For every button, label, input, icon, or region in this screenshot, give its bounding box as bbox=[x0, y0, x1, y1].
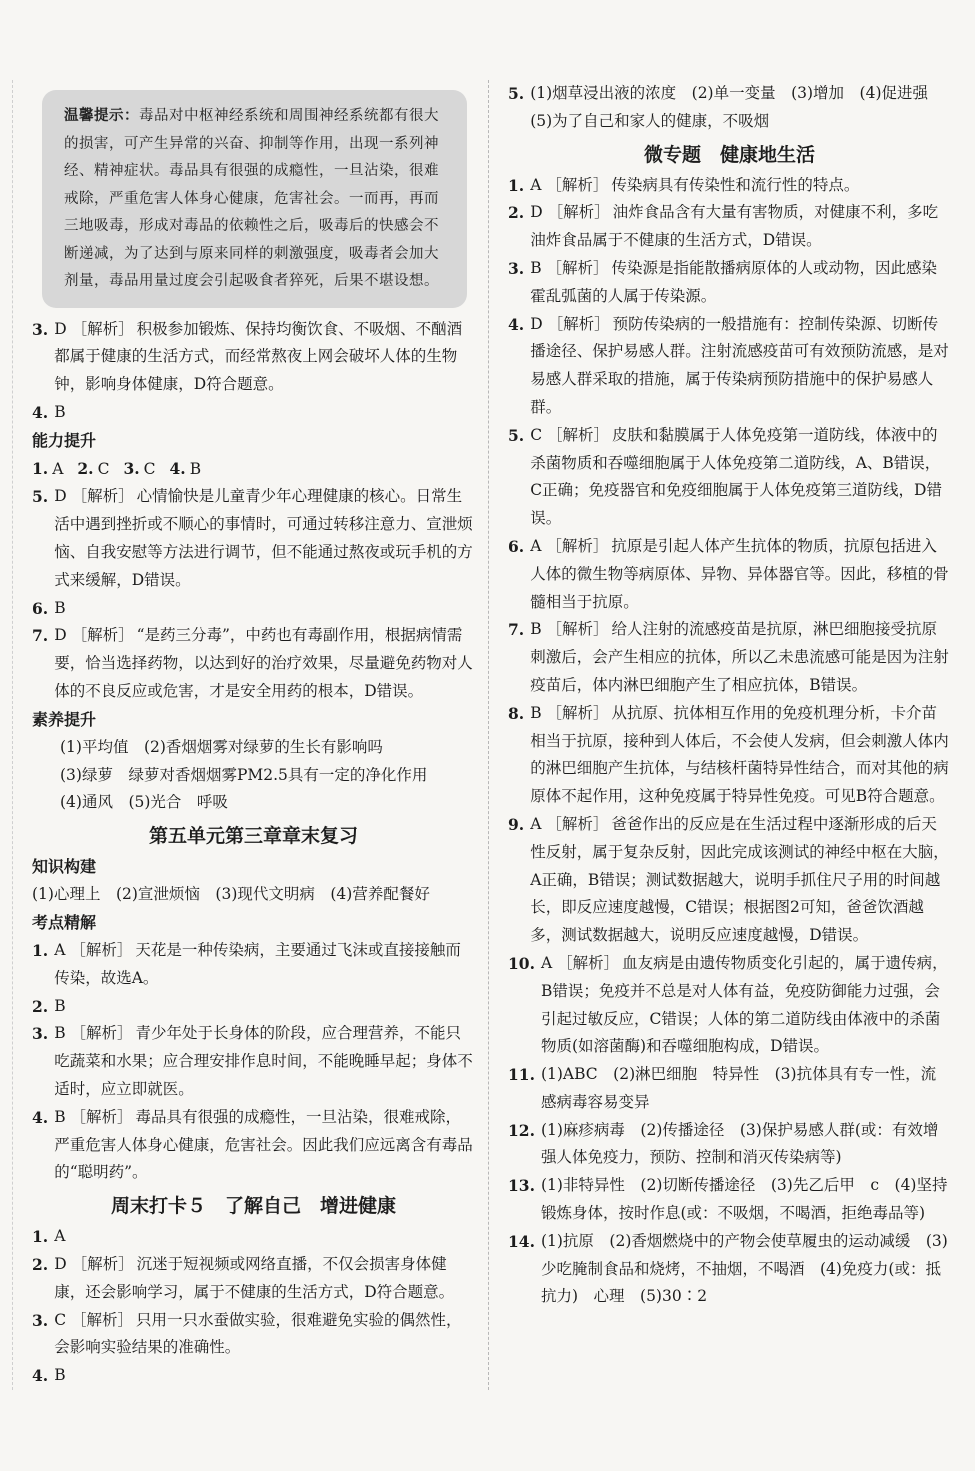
answer-choice: B bbox=[54, 1024, 66, 1043]
answer-text bbox=[530, 616, 951, 699]
analysis-text: 预防传染病的一般措施有：控制传染源、切断传播途径、保护易感人群。注射流感疫苗可有效预防流感，是对易感人群采取的措施，属于传染病预防措施中的保护易感人群。 bbox=[530, 314, 949, 416]
answer-item bbox=[508, 616, 951, 699]
right-top-answers bbox=[508, 80, 951, 136]
question-number: 4. bbox=[32, 1107, 49, 1127]
question-number: 4. bbox=[508, 314, 525, 334]
answer-list-a bbox=[32, 316, 475, 427]
answer-text bbox=[530, 700, 951, 811]
answer-item bbox=[32, 483, 475, 594]
analysis-tag: ［解析］ bbox=[546, 814, 609, 833]
analysis-tag: ［解析］ bbox=[71, 319, 134, 338]
analysis-text: 油炸食品含有大量有害物质，对健康不利，多吃油炸食品属于不健康的生活方式，D错误。 bbox=[530, 203, 939, 250]
answer-choice: C bbox=[97, 459, 110, 478]
question-number: 6. bbox=[508, 536, 525, 556]
answer-item bbox=[508, 1061, 951, 1117]
title-special-topic: 微专题 健康地生活 bbox=[643, 143, 815, 166]
answer-text bbox=[530, 811, 951, 950]
answer-choice: D bbox=[54, 487, 67, 506]
question-number: 3. bbox=[123, 458, 140, 478]
section-heading-suyang: 素养提升 bbox=[32, 709, 97, 729]
analysis-tag: ［解析］ bbox=[546, 536, 609, 555]
analysis-tag: ［解析］ bbox=[547, 425, 610, 444]
answer-item bbox=[508, 199, 951, 255]
answer-choice: B bbox=[54, 1366, 66, 1385]
zhishi-answers: (1)心理上 (2)宣泄烦恼 (3)现代文明病 (4)营养配餐好 bbox=[32, 885, 430, 904]
answer-text bbox=[54, 1223, 475, 1251]
question-number: 10. bbox=[508, 953, 535, 973]
analysis-text: 青少年处于长身体的阶段，应合理营养，不能只吃蔬菜和水果；应合理安排作息时间，不能晚睡早起；身体不适时，应立即就医。 bbox=[54, 1024, 473, 1099]
analysis-tag: ［解析］ bbox=[71, 626, 134, 645]
analysis-tag: ［解析］ bbox=[547, 314, 610, 333]
answer-text bbox=[54, 1251, 475, 1307]
answer-item bbox=[508, 311, 951, 422]
kaodian-answers bbox=[32, 937, 475, 1187]
answer-choice: A bbox=[54, 941, 66, 960]
section-heading-nengli: 能力提升 bbox=[32, 430, 97, 450]
analysis-text: 只用一只水蚕做实验，很难避免实验的偶然性，会影响实验结果的准确性。 bbox=[54, 1310, 462, 1357]
analysis-text: (1)烟草浸出液的浓度 (2)单一变量 (3)增加 (4)促进强 (5)为了自己和家人的健康，不吸烟 bbox=[530, 84, 944, 130]
analysis-tag: ［解析］ bbox=[70, 1024, 133, 1043]
answer-text bbox=[541, 1117, 951, 1173]
answer-choice: A bbox=[540, 953, 553, 972]
question-number: 6. bbox=[32, 598, 49, 618]
answer-text bbox=[54, 483, 475, 594]
answer-item bbox=[508, 700, 951, 811]
answer-choice: B bbox=[54, 402, 66, 421]
answer-item bbox=[32, 622, 475, 705]
analysis-tag: ［解析］ bbox=[546, 258, 609, 277]
right-column bbox=[508, 80, 951, 1311]
answer-choice: B bbox=[530, 620, 542, 639]
analysis-text: 从抗原、抗体相互作用的免疫机理分析，卡介苗相当于抗原，接种到人体后，不会使人发病，但会刺激人体内的淋巴细胞产生抗体，与结核杆菌特异性结合，而对其他的病原体不起作用，这种免疫属于特异性免疫。可见B符合题意。 bbox=[530, 703, 949, 806]
left-column bbox=[32, 80, 475, 1390]
answer-choice: C bbox=[530, 425, 543, 444]
question-number: 7. bbox=[508, 620, 525, 640]
analysis-tag: ［解析］ bbox=[70, 1107, 133, 1126]
special-topic-answers bbox=[508, 172, 951, 1312]
answer-item bbox=[508, 422, 951, 533]
question-number: 4. bbox=[169, 458, 186, 478]
suyang-line: (1)平均值 (2)香烟烟雾对绿萝的生长有影响吗 bbox=[60, 737, 383, 756]
question-number: 1. bbox=[32, 1227, 49, 1247]
answer-text bbox=[54, 1104, 475, 1187]
answer-choice: D bbox=[530, 203, 543, 222]
analysis-tag: ［解析］ bbox=[71, 1310, 134, 1329]
answer-text bbox=[530, 172, 951, 200]
analysis-tag: ［解析］ bbox=[557, 953, 620, 972]
section-heading-kaodian: 考点精解 bbox=[32, 913, 97, 933]
question-number: 11. bbox=[508, 1065, 535, 1085]
analysis-text: 积极参加锻炼、保持均衡饮食、不吸烟、不酗酒都属于健康的生活方式，而经常熬夜上网会破坏人体的生物钟，影响身体健康，D符合题意。 bbox=[54, 319, 463, 394]
analysis-text: 给人注射的流感疫苗是抗原，淋巴细胞接受抗原刺激后，会产生相应的抗体，所以乙未患流感可能是因为注射疫苗后，体内淋巴细胞产生了相应抗体，B错误。 bbox=[530, 620, 949, 694]
tip-text: 毒品对中枢神经系统和周围神经系统都有很大的损害，可产生异常的兴奋、抑制等作用，出现一系列神经、精神症状。毒品具有很强的成瘾性，一旦沾染，很难戒除，严重危害人体身心健康，危害社会。一而再，再而三地吸毒，形成对毒品的依赖性之后，吸毒后的快感会不断递减，为了达到与原来同样的刺激强度，吸毒者会加大剂量，毒品用量过度会引起吸食者猝死，后果不堪设想。 bbox=[64, 108, 439, 289]
analysis-text: (1)非特异性 (2)切断传播途径 (3)先乙后甲 c (4)坚持锻炼身体，按时作息(或：不吸烟，不喝酒，拒绝毒品等) bbox=[540, 1176, 948, 1223]
answer-text bbox=[530, 199, 951, 255]
section-heading-zhishi: 知识构建 bbox=[32, 857, 97, 877]
answer-item bbox=[508, 80, 951, 136]
analysis-text: 心情愉快是儿童青少年心理健康的核心。日常生活中遇到挫折或不顺心的事情时，可通过转移注意力、宣泄烦恼、自我安慰等方法进行调节，但不能通过熬夜或玩手机的方式来缓解，D错误。 bbox=[54, 487, 473, 589]
answer-choice: B bbox=[189, 459, 202, 478]
question-number: 8. bbox=[508, 703, 525, 723]
answer-choice: B bbox=[54, 1107, 66, 1126]
analysis-text: 抗原是引起人体产生抗体的物质，抗原包括进入人体的微生物等病原体、异物、异体器官等。因此，移植的骨髓相当于抗原。 bbox=[530, 536, 949, 611]
answer-text bbox=[54, 399, 475, 427]
analysis-tag: ［解析］ bbox=[71, 487, 134, 506]
answer-item bbox=[32, 1020, 475, 1103]
answer-item bbox=[508, 255, 951, 311]
answer-item bbox=[32, 316, 475, 399]
answer-choice: D bbox=[54, 626, 67, 645]
answer-item bbox=[32, 595, 475, 623]
answer-text bbox=[54, 1307, 475, 1363]
answer-choice: B bbox=[530, 258, 542, 277]
analysis-text: 天花是一种传染病，主要通过飞沫或直接接触而传染，故选A。 bbox=[54, 941, 461, 987]
answer-text bbox=[54, 622, 475, 705]
answer-text bbox=[541, 950, 951, 1061]
question-number: 14. bbox=[508, 1231, 535, 1251]
answer-text bbox=[54, 1362, 475, 1390]
answer-choice: C bbox=[54, 1310, 67, 1329]
answer-item bbox=[508, 1228, 951, 1311]
answer-choice: A bbox=[52, 459, 64, 478]
answer-choice: B bbox=[530, 703, 542, 722]
suyang-line: (3)绿萝 绿萝对香烟烟雾PM2.5具有一定的净化作用 bbox=[60, 765, 428, 784]
question-number: 7. bbox=[32, 626, 49, 646]
answer-choice: C bbox=[143, 459, 156, 478]
analysis-text: “是药三分毒”，中药也有毒副作用，根据病情需要，恰当选择药物，以达到好的治疗效果，尽量避免药物对人体的不良反应或危害，才是安全用药的根本，D错误。 bbox=[54, 626, 473, 701]
question-number: 4. bbox=[32, 1366, 49, 1386]
analysis-text: 血友病是由遗传物质变化引起的，属于遗传病，B错误；免疫并不总是对人体有益，免疫防御能力过强，会引起过敏反应，C错误；人体的第二道防线由体液中的杀菌物质(如溶菌酶)和吞噬细胞构成，D错误。 bbox=[540, 953, 948, 1056]
answer-text bbox=[530, 533, 951, 616]
question-number: 5. bbox=[32, 487, 49, 507]
answer-text bbox=[54, 1020, 475, 1103]
answer-item bbox=[32, 1223, 475, 1251]
question-number: 1. bbox=[32, 458, 49, 478]
question-number: 1. bbox=[508, 175, 525, 195]
analysis-text: (1)ABC (2)淋巴细胞 特异性 (3)抗体具有专一性，流感病毒容易变异 bbox=[540, 1065, 937, 1111]
suyang-line: (4)通风 (5)光合 呼吸 bbox=[60, 793, 228, 812]
question-number: 2. bbox=[32, 996, 49, 1016]
question-number: 3. bbox=[32, 1310, 49, 1330]
analysis-text: 沉迷于短视频或网络直播，不仅会损害身体健康，还会影响学习，属于不健康的生活方式，D符合题意。 bbox=[54, 1255, 455, 1301]
question-number: 3. bbox=[508, 258, 525, 278]
answer-choice: A bbox=[530, 175, 542, 194]
title-weekend: 周末打卡５ 了解自己 增进健康 bbox=[110, 1195, 396, 1218]
question-number: 3. bbox=[32, 1024, 49, 1044]
answer-text bbox=[54, 993, 475, 1021]
answer-text bbox=[541, 1228, 951, 1311]
answer-choice: A bbox=[54, 1227, 66, 1246]
answer-choice: A bbox=[530, 536, 542, 555]
question-number: 13. bbox=[508, 1176, 535, 1196]
answer-item bbox=[508, 811, 951, 950]
question-number: 5. bbox=[508, 425, 525, 445]
analysis-tag: ［解析］ bbox=[546, 175, 609, 194]
question-number: 12. bbox=[508, 1120, 535, 1140]
answer-text bbox=[541, 1061, 951, 1117]
answer-item bbox=[32, 399, 475, 427]
tip-box bbox=[42, 90, 467, 308]
nengli-answer-row bbox=[32, 455, 475, 484]
answer-choice: D bbox=[530, 314, 543, 333]
answer-choice: D bbox=[54, 319, 67, 338]
answer-item bbox=[32, 1104, 475, 1187]
analysis-text: 爸爸作出的反应是在生活过程中逐渐形成的后天性反射，属于复杂反射，因此完成该测试的神经中枢在大脑，A正确，B错误；测试数据越大，说明手抓住尺子用的时间越长，即反应速度越慢，C错误；根据图2可知，爸爸饮酒越多，测试数据越大，说明反应速度越慢，D错误。 bbox=[530, 814, 949, 945]
question-number: 2. bbox=[32, 1255, 49, 1275]
answer-choice: B bbox=[54, 598, 66, 617]
analysis-text: (1)麻疹病毒 (2)传播途径 (3)保护易感人群(或：有效增强人体免疫力，预防、控制和消灭传染病等) bbox=[540, 1120, 939, 1167]
answer-item bbox=[32, 1251, 475, 1307]
answer-item bbox=[32, 937, 475, 993]
answer-text bbox=[530, 422, 951, 533]
answer-list-b bbox=[32, 483, 475, 705]
question-number: 9. bbox=[508, 814, 525, 834]
answer-text bbox=[54, 595, 475, 623]
question-number: 2. bbox=[508, 203, 525, 223]
answer-text bbox=[530, 311, 951, 422]
answer-item bbox=[508, 533, 951, 616]
question-number: 1. bbox=[32, 941, 49, 961]
answer-item bbox=[508, 1117, 951, 1173]
answer-item bbox=[32, 993, 475, 1021]
question-number: 4. bbox=[32, 402, 49, 422]
column-divider bbox=[488, 80, 489, 1390]
answer-item bbox=[508, 950, 951, 1061]
analysis-text: (1)抗原 (2)香烟燃烧中的产物会使草履虫的运动减缓 (3)少吃腌制食品和烧烤，不抽烟，不喝酒 (4)免疫力(或：抵抗力) 心理 (5)30∶2 bbox=[540, 1231, 948, 1306]
analysis-tag: ［解析］ bbox=[546, 620, 609, 639]
answer-item bbox=[508, 1172, 951, 1228]
analysis-text: 传染病具有传染性和流行性的特点。 bbox=[611, 175, 860, 194]
analysis-tag: ［解析］ bbox=[547, 203, 610, 222]
answer-item bbox=[32, 1307, 475, 1363]
title-chapter-review: 第五单元第三章章末复习 bbox=[148, 825, 358, 848]
analysis-tag: ［解析］ bbox=[70, 941, 133, 960]
weekend-answers bbox=[32, 1223, 475, 1390]
answer-text bbox=[530, 255, 951, 311]
answer-choice: A bbox=[530, 814, 542, 833]
analysis-text: 毒品具有很强的成瘾性，一旦沾染，很难戒除，严重危害人体身心健康，危害社会。因此我们应远离含有毒品的“聪明药”。 bbox=[54, 1107, 473, 1182]
answer-text bbox=[54, 316, 475, 399]
answer-text bbox=[530, 80, 951, 136]
left-margin-line bbox=[12, 80, 13, 1390]
question-number: 2. bbox=[77, 458, 94, 478]
answer-text bbox=[541, 1172, 951, 1228]
answer-choice: D bbox=[54, 1255, 67, 1274]
analysis-tag: ［解析］ bbox=[546, 703, 609, 722]
answer-item bbox=[32, 1362, 475, 1390]
analysis-text: 传染源是指能散播病原体的人或动物，因此感染霍乱弧菌的人属于传染源。 bbox=[530, 258, 938, 305]
tip-label: 温馨提示： bbox=[64, 108, 139, 124]
question-number: 3. bbox=[32, 319, 49, 339]
answer-choice: B bbox=[54, 996, 66, 1015]
answer-item bbox=[508, 172, 951, 200]
suyang-answers bbox=[32, 734, 475, 817]
analysis-text: 皮肤和黏膜属于人体免疫第一道防线，体液中的杀菌物质和吞噬细胞属于人体免疫第二道防线，A、B错误，C正确；免疫器官和免疫细胞属于人体免疫第三道防线，D错误。 bbox=[530, 425, 942, 528]
question-number: 5. bbox=[508, 84, 525, 103]
answer-text bbox=[54, 937, 475, 993]
analysis-tag: ［解析］ bbox=[71, 1255, 134, 1274]
